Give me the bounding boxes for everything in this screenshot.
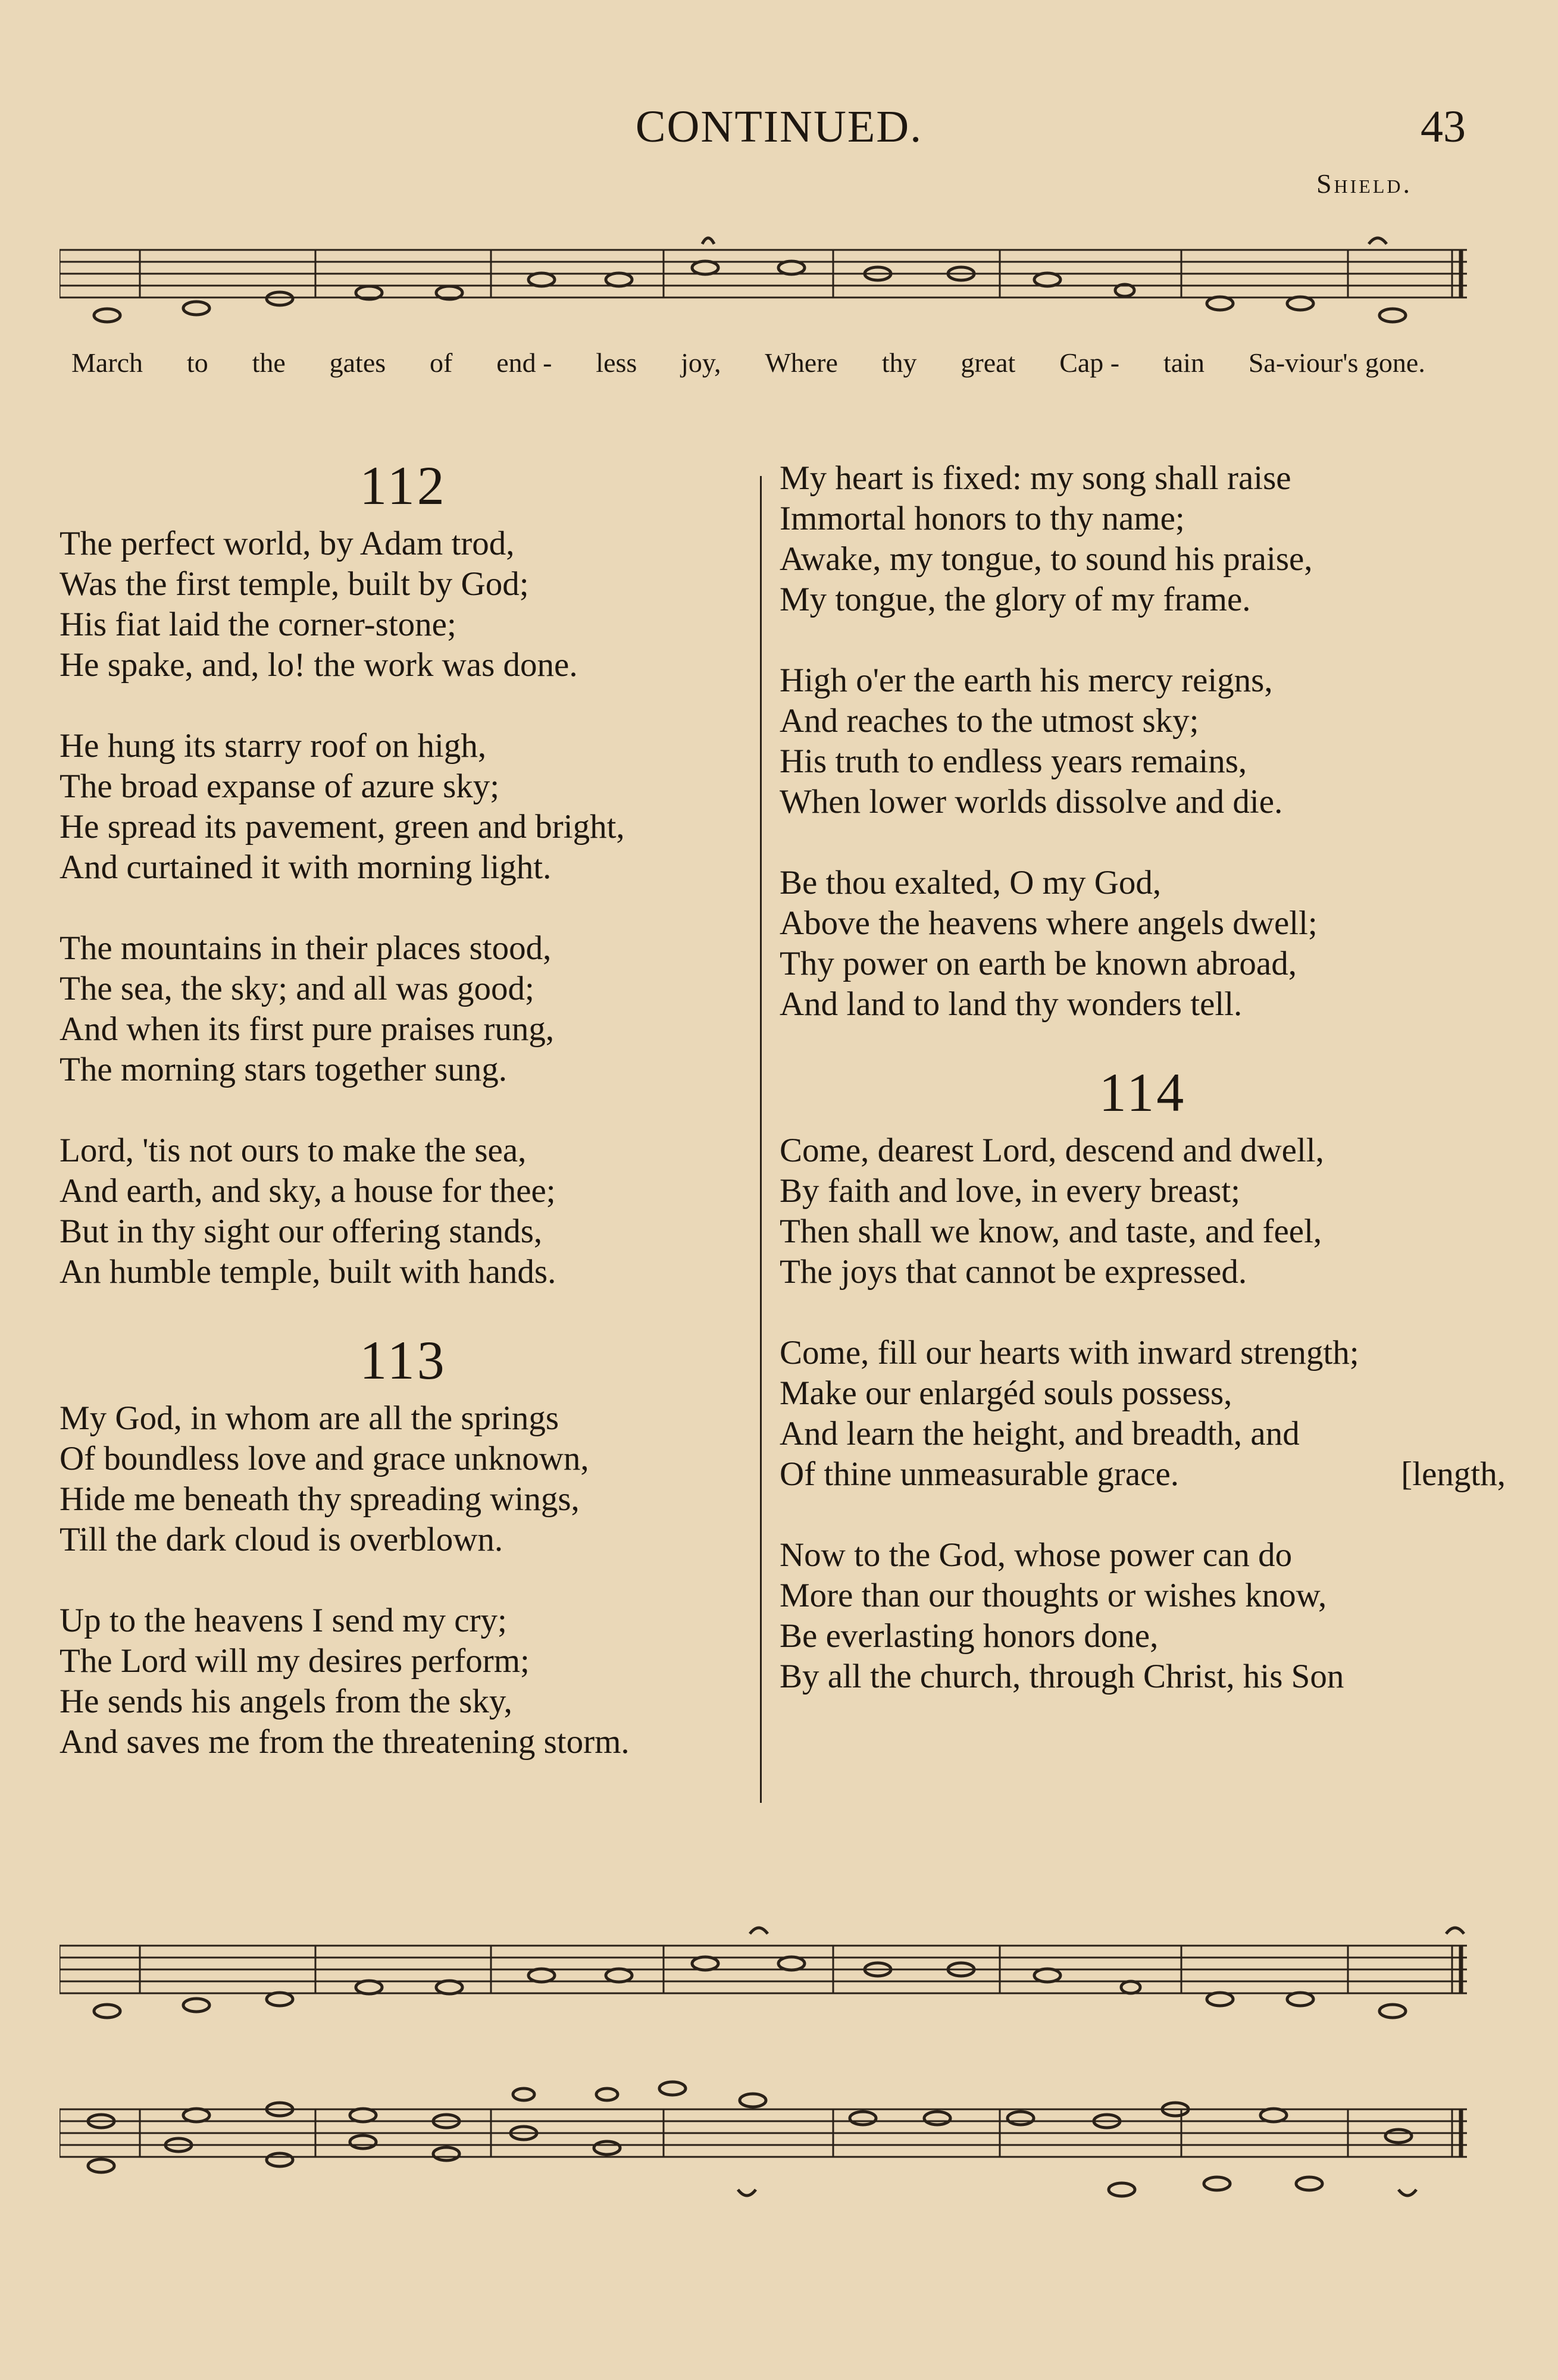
verse-line: The sea, the sky; and all was good; xyxy=(60,970,534,1007)
verse-line: My God, in whom are all the springs xyxy=(60,1399,559,1437)
hymn-number: 114 xyxy=(1099,1062,1187,1123)
verse-line: Up to the heavens I send my cry; xyxy=(60,1602,507,1639)
hymn-number: 113 xyxy=(359,1330,447,1391)
stanza xyxy=(780,863,1506,1025)
verse-line: His fiat laid the corner-stone; xyxy=(60,606,456,643)
verse-line: Above the heavens where angels dwell; xyxy=(780,904,1318,942)
top-staff-notation xyxy=(60,214,1467,333)
verse-line: An humble temple, built with hands. xyxy=(60,1253,556,1291)
verse-line: By all the church, through Christ, his Son xyxy=(780,1658,1344,1695)
page-number: 43 xyxy=(1421,102,1466,152)
hymn-number: 112 xyxy=(359,455,447,516)
verse-line: The broad expanse of azure sky; xyxy=(60,768,500,805)
verse-line: Make our enlargéd souls possess, xyxy=(780,1374,1232,1412)
verse-line: His truth to endless years remains, xyxy=(780,743,1247,780)
verse-line: And saves me from the threatening storm. xyxy=(60,1723,630,1761)
hymn-112 xyxy=(60,455,747,1292)
verse-line: More than our thoughts or wishes know, xyxy=(780,1577,1327,1614)
lyric-syllable: less xyxy=(596,347,637,378)
verse-line: And reaches to the utmost sky; xyxy=(780,702,1199,740)
stanza xyxy=(60,1398,747,1560)
verse-line: Was the first temple, built by God; xyxy=(60,565,529,603)
verse-line: He hung its starry roof on high, xyxy=(60,727,487,765)
verse-line: The mountains in their places stood, xyxy=(60,929,552,967)
bass-staff-notation xyxy=(60,2041,1467,2207)
lyric-syllable: end - xyxy=(496,347,552,378)
stanza xyxy=(60,726,747,888)
stanza xyxy=(780,1130,1506,1292)
verse-line: And learn the height, and breadth, and xyxy=(780,1415,1300,1452)
lyric-syllable: March xyxy=(71,347,143,378)
verse-line: Lord, 'tis not ours to make the sea, xyxy=(60,1132,527,1169)
lyric-syllable: thy xyxy=(881,347,917,378)
verse-line: Come, dearest Lord, descend and dwell, xyxy=(780,1132,1324,1169)
lyric-syllable: of xyxy=(430,347,453,378)
verse-line: Of boundless love and grace unknown, xyxy=(60,1440,589,1477)
top-music-staff xyxy=(60,214,1467,333)
bottom-treble-staff xyxy=(60,1922,1467,2053)
verse-line: My tongue, the glory of my frame. xyxy=(780,581,1251,618)
stanza xyxy=(780,1535,1506,1697)
verse-line: The joys that cannot be expressed. xyxy=(780,1253,1247,1291)
hymn-113 xyxy=(60,1330,747,1762)
verse-line: Then shall we know, and taste, and feel, xyxy=(780,1213,1322,1250)
verse-line: Be everlasting honors done, xyxy=(780,1617,1159,1655)
lyric-syllable: Sa-viour's gone. xyxy=(1248,347,1425,378)
stanza xyxy=(60,928,747,1090)
tune-name: Shield. xyxy=(1316,168,1412,199)
verse-line: High o'er the earth his mercy reigns, xyxy=(780,662,1273,699)
lyric-syllable: joy, xyxy=(681,347,721,378)
lyric-syllable: Where xyxy=(765,347,838,378)
lyric-syllable: tain xyxy=(1163,347,1205,378)
verse-line: My heart is fixed: my song shall raise xyxy=(780,459,1291,497)
verse-line: Immortal honors to thy name; xyxy=(780,500,1185,537)
stanza xyxy=(780,458,1506,620)
right-column xyxy=(780,458,1506,1737)
verse-line: Now to the God, whose power can do xyxy=(780,1536,1293,1574)
verse-line: And when its first pure praises rung, xyxy=(60,1010,555,1048)
verse-line: Awake, my tongue, to sound his praise, xyxy=(780,540,1313,578)
verse-line: Hide me beneath thy spreading wings, xyxy=(60,1480,580,1518)
lyric-syllable: to xyxy=(186,347,208,378)
top-music-lyrics xyxy=(71,347,1425,378)
stanza xyxy=(780,1333,1506,1495)
lyric-syllable: Cap - xyxy=(1059,347,1120,378)
stanza xyxy=(60,1130,747,1292)
verse-line: By faith and love, in every breast; xyxy=(780,1172,1241,1210)
verse-line: Of thine unmeasurable grace. xyxy=(780,1455,1180,1493)
bottom-bass-staff xyxy=(60,2041,1467,2207)
stanza xyxy=(60,524,747,685)
running-head: CONTINUED. xyxy=(635,102,923,152)
lyric-syllable: gates xyxy=(329,347,386,378)
column-divider xyxy=(760,476,762,1803)
verse-line: Come, fill our hearts with inward strength; xyxy=(780,1334,1359,1371)
verse-line: And land to land thy wonders tell. xyxy=(780,985,1243,1023)
verse-line: And earth, and sky, a house for thee; xyxy=(60,1172,556,1210)
verse-line: The perfect world, by Adam trod, xyxy=(60,525,515,562)
hymn-114 xyxy=(780,1062,1506,1697)
verse-line: Till the dark cloud is overblown. xyxy=(60,1521,503,1558)
verse-line: When lower worlds dissolve and die. xyxy=(780,783,1283,821)
hymn-113-continued xyxy=(780,458,1506,1025)
stanza xyxy=(780,660,1506,822)
verse-line: The Lord will my desires perform; xyxy=(60,1642,530,1680)
verse-line: Thy power on earth be known abroad, xyxy=(780,945,1297,982)
verse-line-with-carryover xyxy=(780,1454,1506,1495)
verse-line: But in thy sight our offering stands, xyxy=(60,1213,543,1250)
verse-line: Be thou exalted, O my God, xyxy=(780,864,1162,901)
treble-staff-notation xyxy=(60,1922,1467,2053)
verse-line: The morning stars together sung. xyxy=(60,1051,507,1088)
lyric-syllable: the xyxy=(252,347,286,378)
verse-line: And curtained it with morning light. xyxy=(60,848,552,886)
verse-line: He spread its pavement, green and bright, xyxy=(60,808,625,845)
verse-line: He spake, and, lo! the work was done. xyxy=(60,646,578,684)
verse-line: He sends his angels from the sky, xyxy=(60,1683,512,1720)
stanza xyxy=(60,1601,747,1762)
lyric-syllable: great xyxy=(961,347,1016,378)
left-column xyxy=(60,455,747,1803)
carryover-word: [length, xyxy=(1401,1455,1506,1493)
